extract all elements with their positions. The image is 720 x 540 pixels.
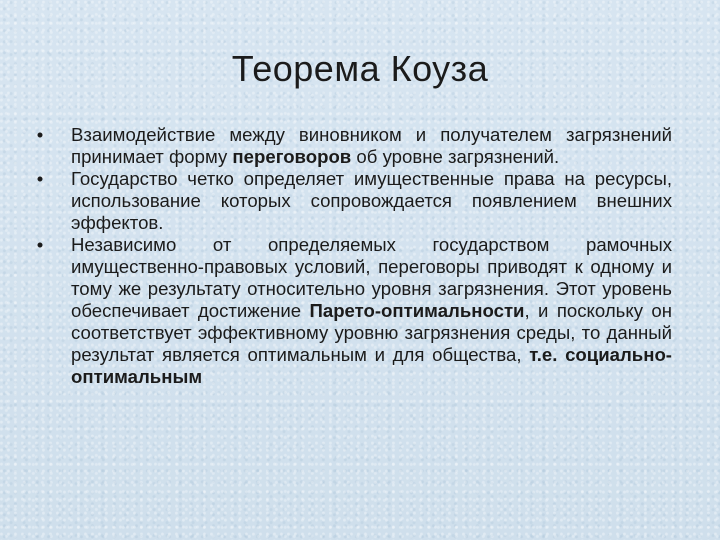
bullet-text: Независимо от определяемых государством рамочных имущественно-правовых условий, переговоры приводят к одному и тому же результату относительно уровня загрязнения. Этот уровень обеспечивает достижение xyxy=(71,234,672,321)
bullet-item xyxy=(30,124,672,168)
bullet-item xyxy=(30,234,672,388)
bullet-text: об уровне загрязнений. xyxy=(351,146,560,167)
bullet-icon: • xyxy=(36,234,44,255)
bullet-text: Государство четко определяет имущественные права на ресурсы, использование которых сопровождается появлением внешних эффектов. xyxy=(71,168,672,233)
bullet-text: , и поскольку он соответствует эффективному уровню загрязнения среды, то данный результат является оптимальным и для общества, xyxy=(71,300,672,365)
slide-title: Теорема Коуза xyxy=(231,48,489,89)
bullet-icon: • xyxy=(36,124,44,145)
bullet-text: Взаимодействие между виновником и получателем загрязнений принимает форму xyxy=(71,124,672,167)
bullet-list xyxy=(30,124,672,388)
bullet-item xyxy=(30,168,672,234)
bullet-bold-text: Парето-оптимальности xyxy=(309,300,525,321)
bullet-bold-text: переговоров xyxy=(232,146,352,167)
bullet-bold-text: т.е. социально-оптимальным xyxy=(71,344,672,387)
bullet-icon: • xyxy=(36,168,44,189)
